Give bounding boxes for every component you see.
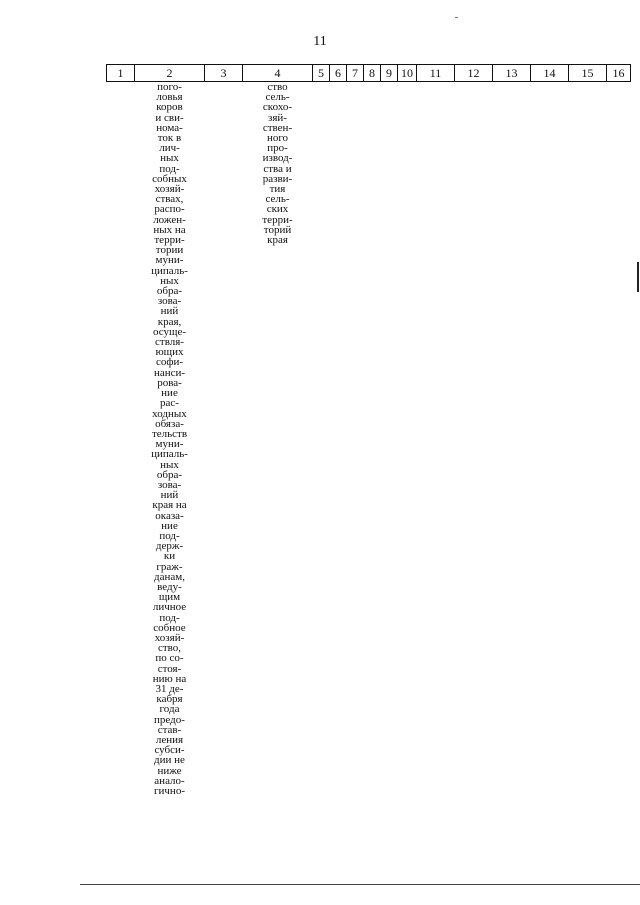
cell-text-line: ние <box>161 387 178 400</box>
cell-text-line: ство <box>267 81 288 93</box>
cell-col7 <box>347 82 364 797</box>
cell-text-line: муни- <box>155 254 184 267</box>
cell-text-line: субси- <box>154 744 185 757</box>
cell-text-line: распо- <box>154 203 185 216</box>
cell-text-line: ления <box>155 734 184 746</box>
column-header-2: 2 <box>135 65 205 82</box>
column-header-6: 6 <box>330 65 347 82</box>
cell-text-line: держ- <box>155 540 184 553</box>
cell-text-line: под- <box>159 529 180 542</box>
cell-text-line: ного <box>266 132 289 145</box>
cell-col13 <box>493 82 531 797</box>
cell-text-line: щим <box>158 591 181 604</box>
cell-text-line: ных <box>160 458 179 471</box>
cell-col5 <box>313 82 330 797</box>
cell-text-line: предо- <box>154 713 185 726</box>
cell-text-line: хозяй- <box>154 183 185 196</box>
page-bottom-rule <box>80 884 640 885</box>
cell-col10 <box>398 82 417 797</box>
cell-text-line: терри- <box>262 213 293 226</box>
cell-text-line: граж- <box>156 560 183 573</box>
cell-text-line: ципаль- <box>151 448 188 461</box>
cell-col6 <box>330 82 347 797</box>
cell-text-line: веду- <box>157 580 182 593</box>
cell-col1 <box>107 82 135 797</box>
cell-col12 <box>455 82 493 797</box>
cell-text-line: ниже <box>157 764 182 777</box>
cell-text-line: извод- <box>262 152 293 165</box>
cell-text-line: ходных <box>152 407 187 420</box>
cell-text-line: муни- <box>155 438 184 451</box>
cell-col4 <box>243 82 313 797</box>
column-header-10: 10 <box>398 65 417 82</box>
column-header-4: 4 <box>243 65 313 82</box>
cell-text-line: ние <box>161 519 178 532</box>
cell-text-line: тия <box>269 183 286 196</box>
cell-text-line: сель- <box>265 91 290 104</box>
cell-text-line: гично- <box>154 785 185 798</box>
cell-text-line: ющих <box>155 346 184 359</box>
cell-text-line: софи- <box>155 356 184 369</box>
cell-text-line: зова- <box>157 478 182 491</box>
column-header-5: 5 <box>313 65 330 82</box>
cell-text-line: нию на <box>152 672 187 685</box>
cell-text-line: под- <box>159 611 180 624</box>
page-number: 11 <box>313 34 327 49</box>
column-header-7: 7 <box>347 65 364 82</box>
cell-text-line: тельств <box>151 427 188 440</box>
cell-text-line: дии не <box>154 754 185 767</box>
table-header-row <box>107 65 631 82</box>
cell-col2-text <box>135 82 205 796</box>
cell-text-line: про- <box>267 142 288 155</box>
cell-col14 <box>531 82 569 797</box>
cell-col4-text <box>243 82 313 245</box>
cell-col11 <box>417 82 455 797</box>
cell-text-line: сель- <box>265 193 290 206</box>
column-header-9: 9 <box>381 65 398 82</box>
cell-text-line: ных <box>160 274 179 287</box>
cell-col15 <box>569 82 607 797</box>
cell-text-line: скохо- <box>262 101 293 114</box>
column-header-1: 1 <box>107 65 135 82</box>
document-table <box>106 64 631 796</box>
cell-text-line: разви- <box>262 172 293 185</box>
cell-text-line: оказа- <box>155 509 184 522</box>
cell-text-line: и сви- <box>155 111 184 124</box>
cell-text-line: под- <box>159 162 180 175</box>
cell-text-line: терри- <box>154 234 185 247</box>
cell-text-line: ных на <box>153 223 186 236</box>
cell-text-line: ствля- <box>155 336 184 349</box>
cell-text-line: края на <box>152 499 187 512</box>
cell-col8 <box>364 82 381 797</box>
column-header-13: 13 <box>493 65 531 82</box>
cell-text-line: собных <box>152 172 187 185</box>
cell-text-line: лич- <box>159 142 180 155</box>
cell-text-line: ства и <box>263 162 292 175</box>
column-header-16: 16 <box>607 65 631 82</box>
cell-text-line: ний <box>160 489 179 502</box>
cell-text-line: кабря <box>156 693 183 706</box>
cell-col3 <box>205 82 243 797</box>
cell-col16 <box>607 82 631 797</box>
cell-text-line: года <box>159 703 180 716</box>
cell-text-line: нома- <box>156 121 183 134</box>
cell-text-line: ство, <box>157 642 182 655</box>
cell-text-line: рова- <box>157 376 182 389</box>
cell-text-line: края, <box>157 315 182 328</box>
cell-text-line: став- <box>157 723 182 736</box>
scan-mark <box>455 17 458 18</box>
cell-text-line: зова- <box>157 295 182 308</box>
column-header-3: 3 <box>205 65 243 82</box>
cell-text-line: края <box>267 234 288 247</box>
cell-text-line: ний <box>160 305 179 318</box>
cell-text-line: ствен- <box>262 121 293 134</box>
cell-text-line: стоя- <box>157 662 182 675</box>
cell-text-line: обяза- <box>155 417 184 430</box>
cell-text-line: осуще- <box>152 325 187 338</box>
cell-text-line: ских <box>266 203 289 216</box>
column-header-15: 15 <box>569 65 607 82</box>
cell-text-line: ных <box>160 152 179 165</box>
cell-text-line: тории <box>155 244 184 257</box>
cell-text-line: коров <box>156 101 183 114</box>
cell-text-line: торий <box>263 223 292 236</box>
column-header-12: 12 <box>455 65 493 82</box>
cell-text-line: ловья <box>156 91 183 104</box>
cell-text-line: по со- <box>155 652 184 665</box>
cell-text-line: собное <box>153 621 186 634</box>
cell-col2 <box>135 82 205 797</box>
cell-text-line: ствах, <box>155 193 184 206</box>
cell-text-line: рас- <box>160 397 179 410</box>
cell-text-line: зяй- <box>268 111 287 124</box>
cell-text-line: нанси- <box>153 366 186 379</box>
cell-text-line: анало- <box>154 774 185 787</box>
cell-text-line: ток в <box>157 132 182 145</box>
cell-text-line: 31 де- <box>155 682 184 695</box>
cell-text-line: обра- <box>156 468 183 481</box>
column-header-8: 8 <box>364 65 381 82</box>
cell-text-line: данам, <box>154 570 185 583</box>
column-header-14: 14 <box>531 65 569 82</box>
cell-text-line: хозяй- <box>154 631 185 644</box>
cell-text-line: пого- <box>157 81 182 93</box>
cell-text-line: личное <box>152 601 187 614</box>
cell-text-line: ки <box>163 550 176 563</box>
table-row <box>107 82 631 797</box>
cell-text-line: ципаль- <box>151 264 188 277</box>
column-header-11: 11 <box>417 65 455 82</box>
cell-text-line: обра- <box>156 285 183 298</box>
cell-text-line: ложен- <box>153 213 186 226</box>
cell-col9 <box>381 82 398 797</box>
scan-edge-mark <box>637 262 639 292</box>
